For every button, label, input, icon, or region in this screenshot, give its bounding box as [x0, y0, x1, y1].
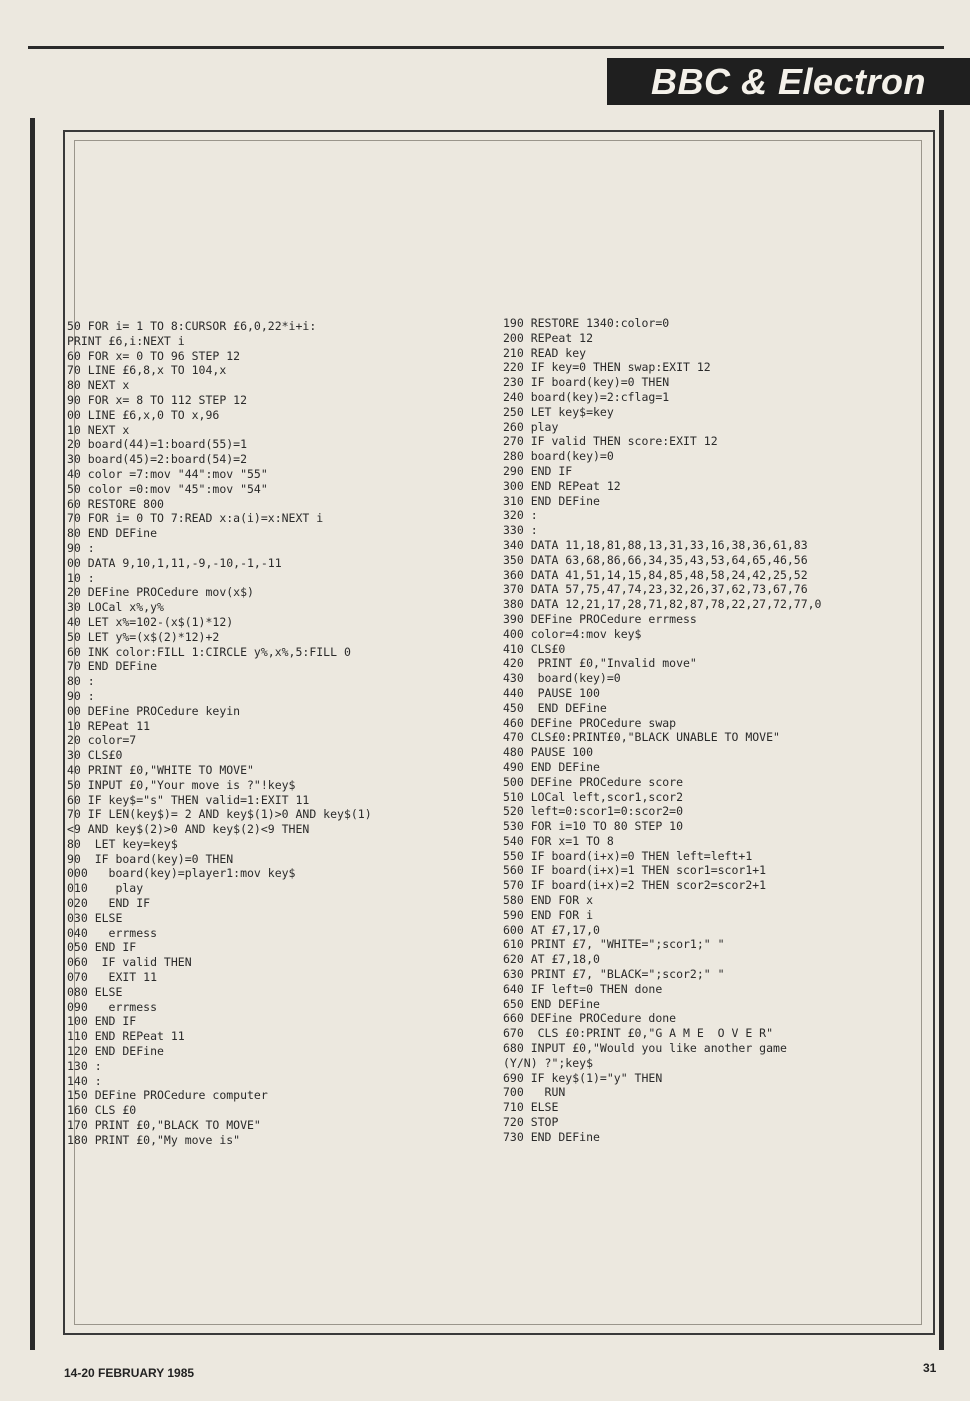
code-line: 30 CLS£0 — [67, 748, 123, 763]
code-line: 620 AT £7,18,0 — [503, 952, 600, 967]
code-line: 70 IF LEN(key$)= 2 AND key$(1)>0 AND key$(1) — [67, 807, 372, 822]
code-line: 50 LET y%=(x$(2)*12)+2 — [67, 629, 220, 644]
code-line: 290 END IF — [503, 463, 573, 478]
code-line: 30 board(45)=2:board(54)=2 — [67, 452, 248, 467]
code-line: 60 IF key$="s" THEN valid=1:EXIT 11 — [67, 792, 310, 807]
code-line: 130 : — [67, 1058, 102, 1073]
code-line: 00 DATA 9,10,1,11,-9,-10,-1,-11 — [67, 555, 282, 570]
code-line: 440 PAUSE 100 — [503, 685, 600, 700]
code-line: 240 board(key)=2:cflag=1 — [503, 389, 670, 404]
code-line: 610 PRINT £7, "WHITE=";scor1;" " — [503, 937, 725, 952]
code-line: 370 DATA 57,75,47,74,23,32,26,37,62,73,67,76 — [503, 582, 808, 597]
code-line: 90 IF board(key)=0 THEN — [67, 851, 234, 866]
code-line: 050 END IF — [67, 940, 137, 955]
code-line: 60 FOR x= 0 TO 96 STEP 12 — [67, 348, 241, 363]
code-line: 90 FOR x= 8 TO 112 STEP 12 — [67, 392, 248, 407]
code-line: 40 LET x%=102-(x$(1)*12) — [67, 614, 234, 629]
code-line: 40 color =7:mov "44":mov "55" — [67, 466, 268, 481]
code-line: 360 DATA 41,51,14,15,84,85,48,58,24,42,25,52 — [503, 567, 808, 582]
code-line: 00 LINE £6,x,0 TO x,96 — [67, 407, 220, 422]
code-line: 660 DEFine PROCedure done — [503, 1011, 677, 1026]
code-line: <9 AND key$(2)>0 AND key$(2)<9 THEN — [67, 822, 310, 837]
code-column-left — [67, 319, 372, 1148]
code-line: 060 IF valid THEN — [67, 955, 192, 970]
issue-date: 14-20 FEBRUARY 1985 — [64, 1366, 195, 1380]
code-line: 80 : — [67, 674, 95, 689]
code-line: 270 IF valid THEN score:EXIT 12 — [503, 434, 718, 449]
code-line: 470 CLS£0:PRINT£0,"BLACK UNABLE TO MOVE" — [503, 730, 780, 745]
code-line: 450 END DEFine — [503, 700, 607, 715]
code-line: 170 PRINT £0,"BLACK TO MOVE" — [67, 1118, 261, 1133]
code-line: 590 END FOR i — [503, 907, 594, 922]
code-line: 490 END DEFine — [503, 759, 600, 774]
code-line: 70 END DEFine — [67, 659, 158, 674]
code-line: 020 END IF — [67, 896, 151, 911]
code-line: 80 LET key=key$ — [67, 836, 178, 851]
code-line: 20 color=7 — [67, 733, 137, 748]
code-line: 70 LINE £6,8,x TO 104,x — [67, 363, 227, 378]
code-line: 000 board(key)=player1:mov key$ — [67, 866, 296, 881]
code-line: 650 END DEFine — [503, 996, 600, 1011]
code-line: 10 : — [67, 570, 95, 585]
right-border-bar — [939, 110, 944, 1350]
code-line: 080 ELSE — [67, 984, 123, 999]
code-line: 090 errmess — [67, 999, 158, 1014]
code-line: 50 INPUT £0,"Your move is ?"!key$ — [67, 777, 296, 792]
code-line: 320 : — [503, 508, 538, 523]
code-line: 50 color =0:mov "45":mov "54" — [67, 481, 268, 496]
code-line: 530 FOR i=10 TO 80 STEP 10 — [503, 819, 684, 834]
code-line: 70 FOR i= 0 TO 7:READ x:a(i)=x:NEXT i — [67, 511, 324, 526]
code-line: 560 IF board(i+x)=1 THEN scor1=scor1+1 — [503, 863, 767, 878]
code-line: 350 DATA 63,68,86,66,34,35,43,53,64,65,46,56 — [503, 552, 808, 567]
code-line: 120 END DEFine — [67, 1044, 164, 1059]
code-line: 10 NEXT x — [67, 422, 130, 437]
section-banner: BBC & Electron — [607, 58, 970, 105]
code-line: 410 CLS£0 — [503, 641, 566, 656]
code-line: 300 END REPeat 12 — [503, 478, 621, 493]
code-line: 730 END DEFine — [503, 1129, 600, 1144]
code-line: 00 DEFine PROCedure keyin — [67, 703, 241, 718]
code-line: 340 DATA 11,18,81,88,13,31,33,16,38,36,61,83 — [503, 537, 808, 552]
code-line: 070 EXIT 11 — [67, 970, 158, 985]
code-line: 540 FOR x=1 TO 8 — [503, 833, 614, 848]
code-line: 720 STOP — [503, 1115, 559, 1130]
code-line: 230 IF board(key)=0 THEN — [503, 375, 670, 390]
code-line: 150 DEFine PROCedure computer — [67, 1088, 268, 1103]
code-line: 210 READ key — [503, 345, 587, 360]
code-line: 480 PAUSE 100 — [503, 745, 594, 760]
code-line: 20 board(44)=1:board(55)=1 — [67, 437, 248, 452]
code-line: 260 play — [503, 419, 559, 434]
code-line: 10 REPeat 11 — [67, 718, 151, 733]
code-line: 330 : — [503, 523, 538, 538]
code-line: 570 IF board(i+x)=2 THEN scor2=scor2+1 — [503, 878, 767, 893]
top-rule — [28, 46, 944, 49]
code-line: 40 PRINT £0,"WHITE TO MOVE" — [67, 762, 254, 777]
code-line: 380 DATA 12,21,17,28,71,82,87,78,22,27,72,77,0 — [503, 597, 822, 612]
code-line: 580 END FOR x — [503, 893, 594, 908]
code-line: 60 INK color:FILL 1:CIRCLE y%,x%,5:FILL 0 — [67, 644, 351, 659]
code-line: 400 color=4:mov key$ — [503, 626, 642, 641]
code-line: 160 CLS £0 — [67, 1103, 137, 1118]
code-line: 010 play — [67, 881, 144, 896]
code-line: 420 PRINT £0,"Invalid move" — [503, 656, 697, 671]
code-line: 460 DEFine PROCedure swap — [503, 715, 677, 730]
code-line: 20 DEFine PROCedure mov(x$) — [67, 585, 254, 600]
code-line: 710 ELSE — [503, 1100, 559, 1115]
code-line: (Y/N) ?";key$ — [503, 1055, 594, 1070]
code-line: 50 FOR i= 1 TO 8:CURSOR £6,0,22*i+i: — [67, 319, 317, 333]
code-line: 80 END DEFine — [67, 526, 158, 541]
code-line: 200 REPeat 12 — [503, 330, 594, 345]
code-line: 90 : — [67, 540, 95, 555]
code-line: 180 PRINT £0,"My move is" — [67, 1132, 241, 1147]
code-line: 390 DEFine PROCedure errmess — [503, 611, 697, 626]
code-line: 040 errmess — [67, 925, 158, 940]
code-line: 30 LOCal x%,y% — [67, 600, 164, 615]
code-line: 90 : — [67, 688, 95, 703]
left-border-bar — [30, 118, 35, 1350]
code-line: 680 INPUT £0,"Would you like another game — [503, 1041, 787, 1056]
code-line: 280 board(key)=0 — [503, 449, 614, 464]
code-line: 100 END IF — [67, 1014, 137, 1029]
code-line: 110 END REPeat 11 — [67, 1029, 185, 1044]
page-number: 31 — [923, 1361, 937, 1375]
code-line: 220 IF key=0 THEN swap:EXIT 12 — [503, 360, 711, 375]
code-line: 310 END DEFine — [503, 493, 600, 508]
code-column-right — [503, 316, 822, 1145]
code-line: PRINT £6,i:NEXT i — [67, 333, 185, 348]
code-line: 550 IF board(i+x)=0 THEN left=left+1 — [503, 848, 753, 863]
code-line: 640 IF left=0 THEN done — [503, 981, 663, 996]
code-line: 520 left=0:scor1=0:scor2=0 — [503, 804, 684, 819]
code-line: 60 RESTORE 800 — [67, 496, 164, 511]
code-line: 80 NEXT x — [67, 378, 130, 393]
code-line: 500 DEFine PROCedure score — [503, 774, 684, 789]
code-line: 430 board(key)=0 — [503, 671, 621, 686]
code-line: 140 : — [67, 1073, 102, 1088]
code-line: 510 LOCal left,scor1,scor2 — [503, 789, 684, 804]
code-line: 670 CLS £0:PRINT £0,"G A M E O V E R" — [503, 1026, 774, 1041]
code-line: 190 RESTORE 1340:color=0 — [503, 316, 670, 330]
code-line: 630 PRINT £7, "BLACK=";scor2;" " — [503, 967, 725, 982]
code-line: 700 RUN — [503, 1085, 566, 1100]
code-line: 030 ELSE — [67, 910, 123, 925]
code-line: 250 LET key$=key — [503, 404, 614, 419]
code-line: 600 AT £7,17,0 — [503, 922, 600, 937]
code-line: 690 IF key$(1)="y" THEN — [503, 1070, 663, 1085]
